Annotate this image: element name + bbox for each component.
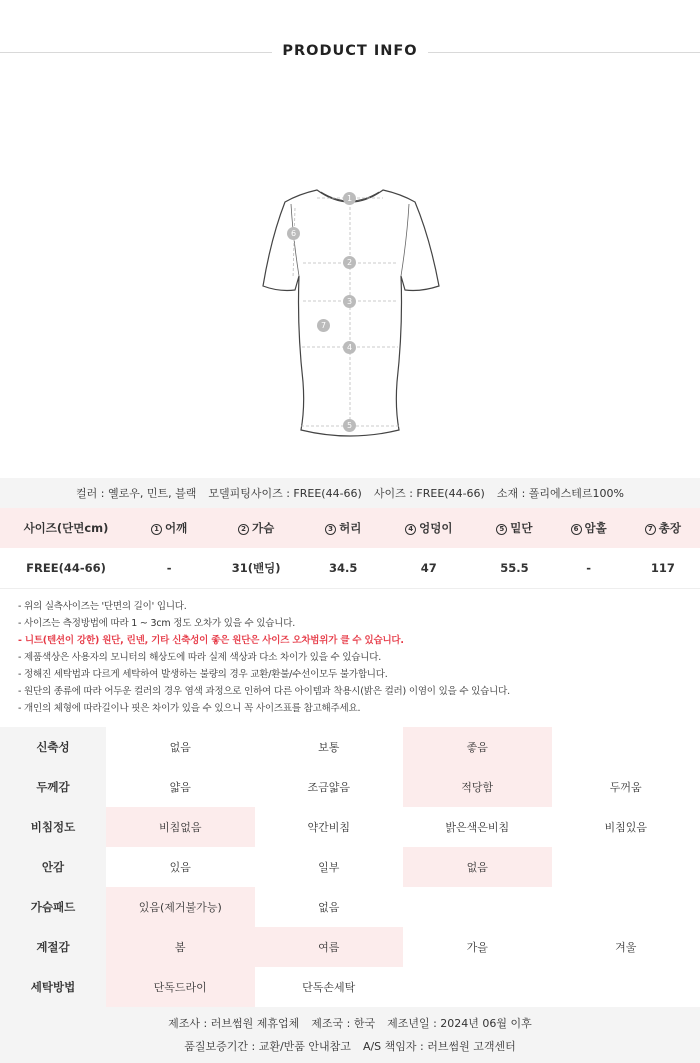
attr-label: 계절감 (0, 927, 106, 967)
attr-option: 단독손세탁 (302, 981, 356, 994)
attr-option-selected: 봄 (106, 927, 255, 967)
divider-right (428, 52, 700, 53)
size-value-waist: 34.5 (306, 548, 380, 588)
attr-option-selected: 단독드라이 (106, 967, 255, 1007)
warranty-period: 품질보증기간 : 교환/반품 안내참고 (184, 1039, 351, 1053)
size-value-hem: 55.5 (477, 548, 551, 588)
diagram-marker-6: 6 (287, 227, 300, 240)
attr-option: 얇음 (169, 781, 191, 794)
size-value-length: 117 (626, 548, 700, 588)
attr-option-selected: 여름 (255, 927, 404, 967)
note-item: - 개인의 체형에 따라길이나 핏은 차이가 있을 수 있으니 꼭 사이즈표를 참고해주세요. (18, 703, 361, 714)
table-row (0, 548, 700, 588)
attr-option-selected: 적당함 (403, 767, 552, 807)
attr-option: 가을 (466, 941, 488, 954)
circle-number-icon: 7 (645, 524, 656, 535)
fabric-attribute-table (0, 727, 700, 1007)
size-notes (18, 598, 688, 717)
size-value-hip: 47 (380, 548, 477, 588)
attr-option (403, 887, 552, 927)
manufacture-date: 제조년일 : 2024년 06월 이후 (387, 1016, 532, 1030)
diagram-marker-1: 1 (343, 192, 356, 205)
size-header-length: 7 총장 (626, 508, 700, 548)
circle-number-icon: 5 (496, 524, 507, 535)
diagram-marker-7: 7 (317, 319, 330, 332)
attr-option-selected: 비침없음 (106, 807, 255, 847)
diagram-marker-3: 3 (343, 295, 356, 308)
summary-material: 소재 : 폴리에스테르100% (496, 487, 624, 500)
diagram-marker-2: 2 (343, 256, 356, 269)
attr-option-selected: 없음 (403, 847, 552, 887)
circle-number-icon: 1 (151, 524, 162, 535)
manufacturer: 제조사 : 러브썸원 제휴업체 (168, 1016, 300, 1030)
circle-number-icon: 2 (238, 524, 249, 535)
circle-number-icon: 3 (325, 524, 336, 535)
attr-option: 겨울 (615, 941, 637, 954)
note-item: - 제품색상은 사용자의 모니터의 해상도에 따라 실제 색상과 다소 차이가 있을 수 있습니다. (18, 652, 382, 663)
dress-measurement-diagram (255, 178, 445, 443)
size-header-shoulder: 1 어깨 (132, 508, 206, 548)
size-value-shoulder: - (132, 548, 206, 588)
size-value-chest: 31(밴딩) (206, 548, 306, 588)
attr-option (552, 967, 700, 1007)
attr-option: 조금얇음 (307, 781, 350, 794)
circle-number-icon: 6 (571, 524, 582, 535)
size-header-waist: 3 허리 (306, 508, 380, 548)
size-header-armhole: 6 암홀 (552, 508, 626, 548)
note-item: - 정해진 세탁법과 다르게 세탁하여 발생하는 불량의 경우 교환/환불/수선이모두 불가합니다. (18, 669, 388, 680)
attr-option: 비침있음 (604, 821, 647, 834)
attr-label: 세탁방법 (0, 967, 106, 1007)
attr-label: 두께감 (0, 767, 106, 807)
attr-row-thickness (0, 767, 700, 807)
dress-outline-icon (255, 178, 445, 443)
attr-option: 밝은색은비침 (445, 821, 510, 834)
size-header-chest: 2 가슴 (206, 508, 306, 548)
attr-row-season (0, 927, 700, 967)
note-item: - 원단의 종류에 따라 어두운 컬러의 경우 염색 과정으로 인하여 다른 아이템과 착용시(밝은 컬러) 이염이 있을 수 있습니다. (18, 686, 510, 697)
attr-option-selected: 있음(제거불가능) (106, 887, 255, 927)
product-summary-bar (0, 478, 700, 508)
section-title: PRODUCT INFO (282, 43, 418, 59)
attr-row-sheerness (0, 807, 700, 847)
summary-model-size: 모델피팅사이즈 : FREE(44-66) (208, 487, 362, 500)
size-header-hem: 5 밑단 (477, 508, 551, 548)
attr-option: 두꺼움 (609, 781, 642, 794)
size-header-hip: 4 엉덩이 (380, 508, 477, 548)
attr-option: 없음 (169, 741, 191, 754)
note-item: - 위의 실측사이즈는 '단면의 길이' 입니다. (18, 601, 187, 612)
attr-label: 비침정도 (0, 807, 106, 847)
diagram-marker-4: 4 (343, 341, 356, 354)
attr-row-lining (0, 847, 700, 887)
attr-option (552, 847, 700, 887)
attr-option (552, 887, 700, 927)
attr-label: 가슴패드 (0, 887, 106, 927)
divider-left (0, 52, 272, 53)
manufacturer-row (0, 1011, 700, 1034)
attr-option: 없음 (318, 901, 340, 914)
as-contact: A/S 책임자 : 러브썸원 고객센터 (362, 1039, 516, 1053)
attr-option-selected: 좋음 (403, 727, 552, 767)
attr-option (552, 727, 700, 767)
summary-size: 사이즈 : FREE(44-66) (373, 487, 485, 500)
attr-option (403, 967, 552, 1007)
size-value-name: FREE(44-66) (0, 548, 132, 588)
size-value-armhole: - (552, 548, 626, 588)
circle-number-icon: 4 (405, 524, 416, 535)
note-item-warning: - 니트(텐션이 강한) 원단, 린넨, 기타 신축성이 좋은 원단은 사이즈 오차범위가 클 수 있습니다. (18, 635, 404, 646)
attr-row-stretch (0, 727, 700, 767)
note-item: - 사이즈는 측정방법에 따라 1 ~ 3cm 정도 오차가 있을 수 있습니다. (18, 618, 296, 629)
size-header-label: 사이즈(단면cm) (0, 508, 132, 548)
attr-option: 보통 (318, 741, 340, 754)
attr-label: 신축성 (0, 727, 106, 767)
country-of-origin: 제조국 : 한국 (311, 1016, 376, 1030)
diagram-marker-5: 5 (343, 419, 356, 432)
attr-row-washing (0, 967, 700, 1007)
attr-option: 약간비침 (307, 821, 350, 834)
size-table (0, 508, 700, 589)
attr-row-bra-pad (0, 887, 700, 927)
manufacturer-info (0, 1007, 700, 1063)
warranty-row (0, 1034, 700, 1057)
attr-option: 일부 (318, 861, 340, 874)
size-table-header (0, 508, 700, 548)
attr-label: 안감 (0, 847, 106, 887)
attr-option: 있음 (169, 861, 191, 874)
summary-color: 컬러 : 옐로우, 민트, 블랙 (76, 487, 197, 500)
section-header (0, 0, 700, 105)
